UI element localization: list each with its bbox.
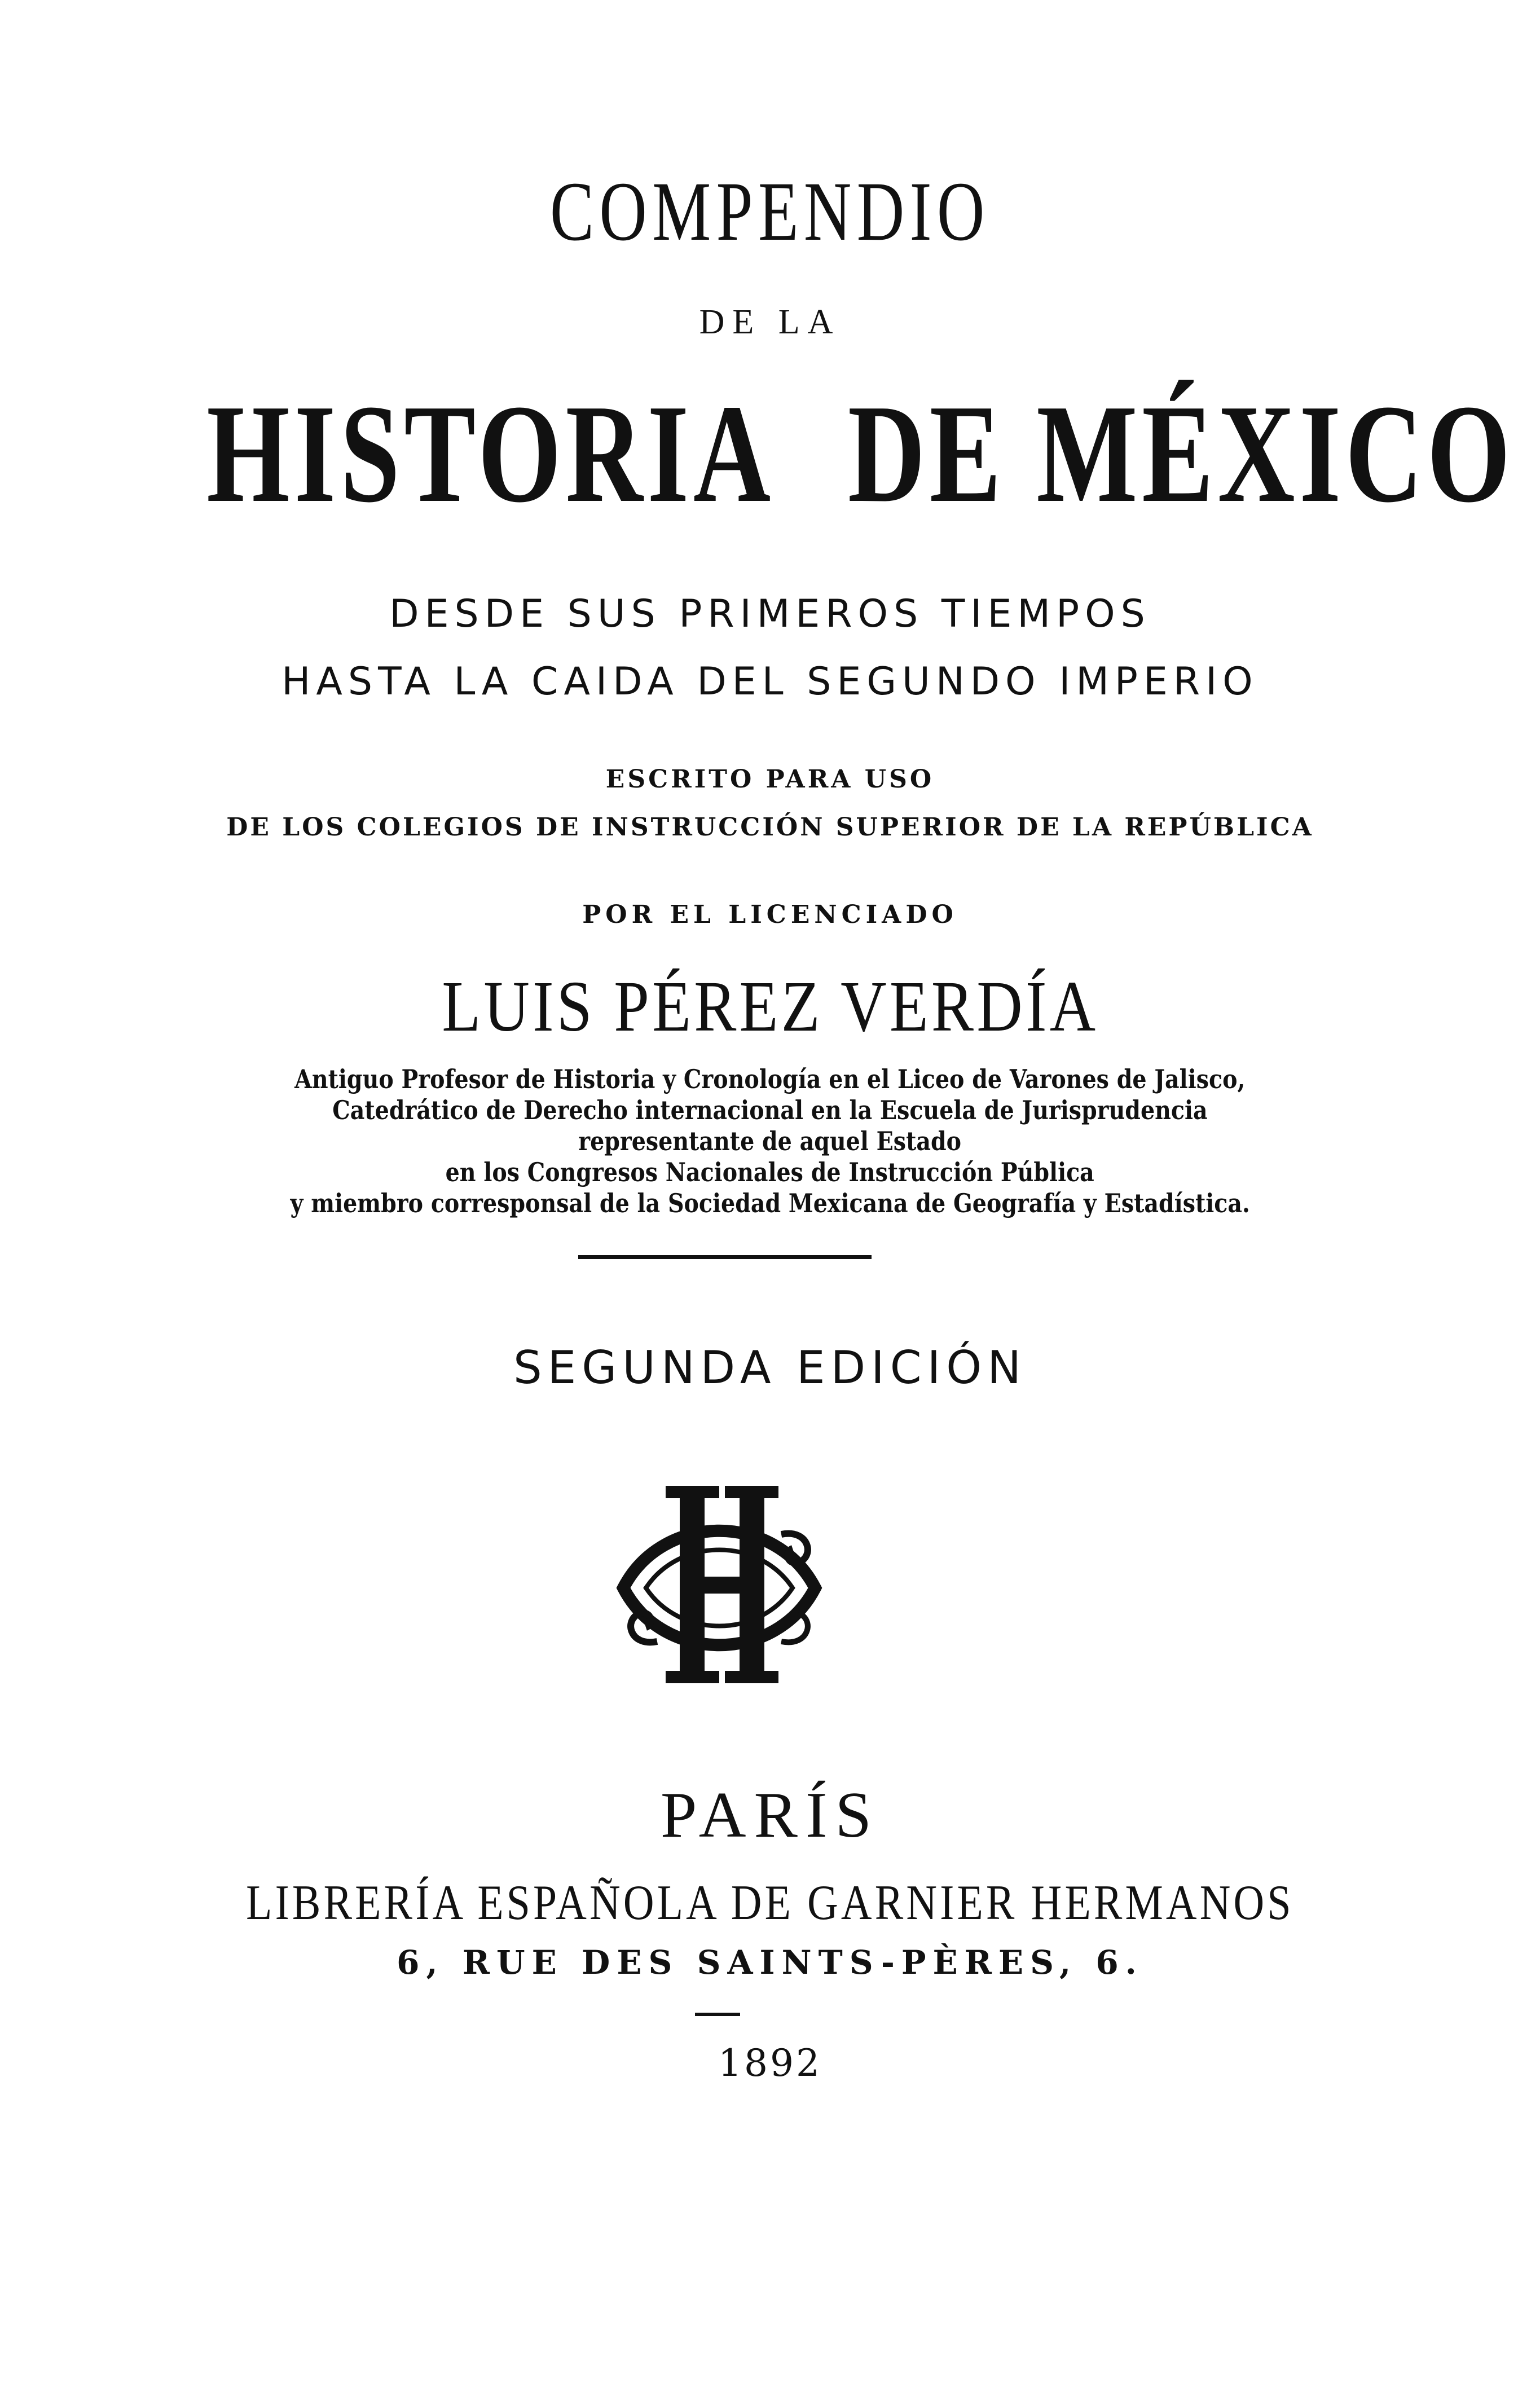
title-line-3: HISTORIA DE MÉXICO (206, 376, 1515, 532)
publisher-city: PARÍS (660, 1779, 880, 1851)
author-prefix: POR EL LICENCIADO (582, 900, 958, 929)
author-name: LUIS PÉREZ VERDÍA (441, 966, 1099, 1046)
title-line-1: COMPENDIO (550, 165, 990, 258)
garnier-gh-monogram-icon (612, 1472, 826, 1692)
purpose-line-1: ESCRITO PARA USO (605, 765, 935, 794)
author-credential: y miembro corresponsal de la Sociedad Mexicana de Geografía y Estadística. (290, 1188, 1250, 1218)
author-credential: Antiguo Profesor de Historia y Cronología en el Liceo de Varones de Jalisco, (294, 1064, 1246, 1094)
publisher-address: 6, RUE DES SAINTS-PÈRES, 6. (397, 1943, 1143, 1982)
divider-rule (578, 1255, 872, 1259)
author-credential: en los Congresos Nacionales de Instrucción Pública (445, 1157, 1095, 1187)
title-line-2: DE LA (699, 303, 841, 341)
publisher-name: LIBRERÍA ESPAÑOLA DE GARNIER HERMANOS (246, 1876, 1294, 1930)
subtitle-line-1: DESDE SUS PRIMEROS TIEMPOS (389, 592, 1151, 636)
publication-year: 1892 (718, 2041, 822, 2085)
author-credential: Catedrático de Derecho internacional en la Escuela de Jurisprudencia (332, 1095, 1208, 1125)
purpose-line-2: DE LOS COLEGIOS DE INSTRUCCIÓN SUPERIOR DE LA REPÚBLICA (226, 813, 1314, 842)
edition: SEGUNDA EDICIÓN (513, 1341, 1027, 1394)
author-credential: representante de aquel Estado (578, 1126, 962, 1156)
short-rule (695, 2013, 740, 2016)
subtitle-line-2: HASTA LA CAIDA DEL SEGUNDO IMPERIO (281, 659, 1259, 704)
